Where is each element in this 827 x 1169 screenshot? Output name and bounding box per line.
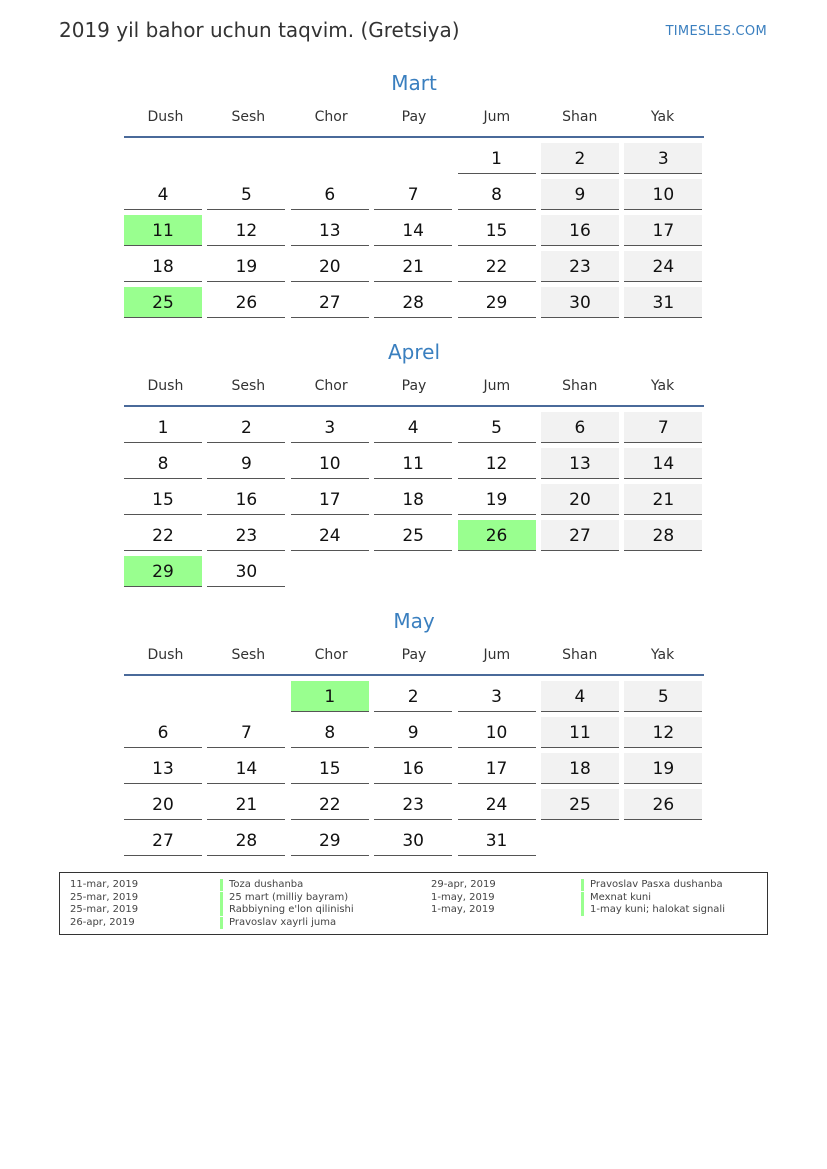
day-cell: 1	[458, 143, 536, 174]
holiday-day-cell: 25	[124, 287, 202, 318]
month-aprel	[124, 337, 704, 587]
legend-holiday-name: Pravoslav xayrli juma	[220, 917, 336, 929]
weekday-label: Pay	[401, 378, 427, 394]
day-cell: 3	[458, 681, 536, 712]
day-cell: 2	[541, 143, 619, 174]
day-cell: 22	[124, 520, 202, 551]
weekday-label: Yak	[650, 378, 675, 394]
legend-date: 26-apr, 2019	[70, 916, 135, 928]
day-cell: 15	[124, 484, 202, 515]
day-cell: 13	[541, 448, 619, 479]
day-cell: 23	[541, 251, 619, 282]
day-cell: 20	[541, 484, 619, 515]
day-cell: 2	[207, 412, 285, 443]
weekday-label: Yak	[650, 647, 675, 663]
month-name: Mart	[391, 71, 437, 95]
weekday-label: Dush	[147, 647, 184, 663]
day-cell: 29	[291, 825, 369, 856]
day-cell: 4	[541, 681, 619, 712]
legend-date: 29-apr, 2019	[431, 879, 496, 890]
weekday-label: Shan	[562, 378, 598, 394]
weekday-label: Sesh	[231, 109, 266, 125]
empty-cell	[374, 143, 452, 174]
day-cell: 22	[458, 251, 536, 282]
day-cell: 12	[458, 448, 536, 479]
holiday-legend	[59, 872, 768, 935]
day-cell: 4	[374, 412, 452, 443]
day-cell: 4	[124, 179, 202, 210]
day-cell: 28	[624, 520, 702, 551]
day-cell: 15	[458, 215, 536, 246]
day-cell: 6	[291, 179, 369, 210]
weekday-header	[124, 640, 704, 670]
weekday-label: Yak	[650, 109, 675, 125]
day-cell: 7	[374, 179, 452, 210]
weekday-header	[124, 102, 704, 132]
day-grid	[124, 412, 704, 587]
legend-holiday-name: Mexnat kuni	[581, 892, 651, 904]
day-cell: 16	[374, 753, 452, 784]
day-cell: 27	[124, 825, 202, 856]
day-cell: 26	[624, 789, 702, 820]
legend-holiday-name: Rabbiyning e'lon qilinishi	[220, 904, 354, 916]
month-name: Aprel	[387, 340, 441, 364]
day-cell: 9	[207, 448, 285, 479]
day-cell: 10	[458, 717, 536, 748]
empty-cell	[124, 681, 202, 712]
weekday-label: Jum	[483, 647, 511, 663]
day-cell: 19	[207, 251, 285, 282]
day-cell: 18	[124, 251, 202, 282]
month-mart	[124, 68, 704, 318]
empty-cell	[291, 143, 369, 174]
empty-cell	[207, 681, 285, 712]
day-cell: 5	[207, 179, 285, 210]
day-grid	[124, 681, 704, 856]
holiday-day-cell: 1	[291, 681, 369, 712]
day-cell: 1	[124, 412, 202, 443]
weekday-label: Sesh	[231, 647, 266, 663]
day-cell: 14	[207, 753, 285, 784]
month-name: May	[393, 609, 435, 633]
page-title: 2019 yil bahor uchun taqvim. (Gretsiya)	[59, 18, 460, 42]
day-cell: 24	[458, 789, 536, 820]
day-cell: 3	[624, 143, 702, 174]
day-cell: 30	[207, 556, 285, 587]
day-cell: 24	[624, 251, 702, 282]
day-cell: 16	[207, 484, 285, 515]
day-cell: 14	[624, 448, 702, 479]
day-cell: 2	[374, 681, 452, 712]
legend-holiday-name: 25 mart (milliy bayram)	[220, 892, 348, 904]
month-may	[124, 606, 704, 856]
day-cell: 23	[207, 520, 285, 551]
weekday-label: Shan	[562, 647, 598, 663]
day-cell: 22	[291, 789, 369, 820]
day-cell: 20	[291, 251, 369, 282]
day-cell: 31	[458, 825, 536, 856]
header-divider	[124, 405, 704, 407]
day-cell: 27	[541, 520, 619, 551]
day-cell: 7	[624, 412, 702, 443]
day-cell: 10	[624, 179, 702, 210]
day-cell: 31	[624, 287, 702, 318]
weekday-label: Pay	[401, 647, 427, 663]
day-cell: 17	[624, 215, 702, 246]
day-cell: 18	[541, 753, 619, 784]
legend-holiday-name: Pravoslav Pasxa dushanba	[581, 879, 723, 891]
weekday-label: Chor	[314, 109, 348, 125]
day-cell: 17	[291, 484, 369, 515]
day-cell: 13	[291, 215, 369, 246]
day-cell: 12	[624, 717, 702, 748]
day-cell: 11	[374, 448, 452, 479]
day-cell: 9	[541, 179, 619, 210]
day-cell: 21	[374, 251, 452, 282]
weekday-label: Dush	[147, 109, 184, 125]
day-cell: 28	[374, 287, 452, 318]
legend-date: 11-mar, 2019	[70, 879, 139, 890]
day-cell: 12	[207, 215, 285, 246]
weekday-label: Dush	[147, 378, 184, 394]
day-cell: 18	[374, 484, 452, 515]
day-cell: 26	[207, 287, 285, 318]
day-cell: 29	[458, 287, 536, 318]
day-cell: 15	[291, 753, 369, 784]
day-cell: 3	[291, 412, 369, 443]
weekday-label: Chor	[314, 378, 348, 394]
day-grid	[124, 143, 704, 318]
day-cell: 19	[458, 484, 536, 515]
header-divider	[124, 674, 704, 676]
day-cell: 27	[291, 287, 369, 318]
legend-holiday-name: 1-may kuni; halokat signali	[581, 904, 725, 916]
legend-date: 25-mar, 2019	[70, 891, 139, 903]
legend-date: 25-mar, 2019	[70, 904, 139, 915]
day-cell: 8	[291, 717, 369, 748]
weekday-label: Chor	[314, 647, 348, 663]
day-cell: 8	[124, 448, 202, 479]
legend-holiday-name: Toza dushanba	[220, 879, 303, 891]
weekday-header	[124, 371, 704, 401]
day-cell: 21	[207, 789, 285, 820]
holiday-day-cell: 26	[458, 520, 536, 551]
day-cell: 16	[541, 215, 619, 246]
weekday-label: Shan	[562, 109, 598, 125]
day-cell: 10	[291, 448, 369, 479]
weekday-label: Pay	[401, 109, 427, 125]
day-cell: 8	[458, 179, 536, 210]
day-cell: 7	[207, 717, 285, 748]
weekday-label: Jum	[483, 378, 511, 394]
legend-date: 1-may, 2019	[431, 904, 495, 915]
day-cell: 25	[541, 789, 619, 820]
empty-cell	[207, 143, 285, 174]
day-cell: 17	[458, 753, 536, 784]
day-cell: 9	[374, 717, 452, 748]
day-cell: 28	[207, 825, 285, 856]
day-cell: 14	[374, 215, 452, 246]
day-cell: 21	[624, 484, 702, 515]
empty-cell	[124, 143, 202, 174]
day-cell: 6	[541, 412, 619, 443]
day-cell: 6	[124, 717, 202, 748]
day-cell: 19	[624, 753, 702, 784]
day-cell: 20	[124, 789, 202, 820]
day-cell: 23	[374, 789, 452, 820]
day-cell: 5	[458, 412, 536, 443]
weekday-label: Sesh	[231, 378, 266, 394]
brand-link[interactable]: TIMESLES.COM	[665, 24, 767, 39]
legend-date: 1-may, 2019	[431, 891, 495, 903]
holiday-day-cell: 11	[124, 215, 202, 246]
day-cell: 11	[541, 717, 619, 748]
day-cell: 25	[374, 520, 452, 551]
day-cell: 13	[124, 753, 202, 784]
day-cell: 24	[291, 520, 369, 551]
header-divider	[124, 136, 704, 138]
holiday-day-cell: 29	[124, 556, 202, 587]
day-cell: 30	[541, 287, 619, 318]
day-cell: 30	[374, 825, 452, 856]
day-cell: 5	[624, 681, 702, 712]
weekday-label: Jum	[483, 109, 511, 125]
